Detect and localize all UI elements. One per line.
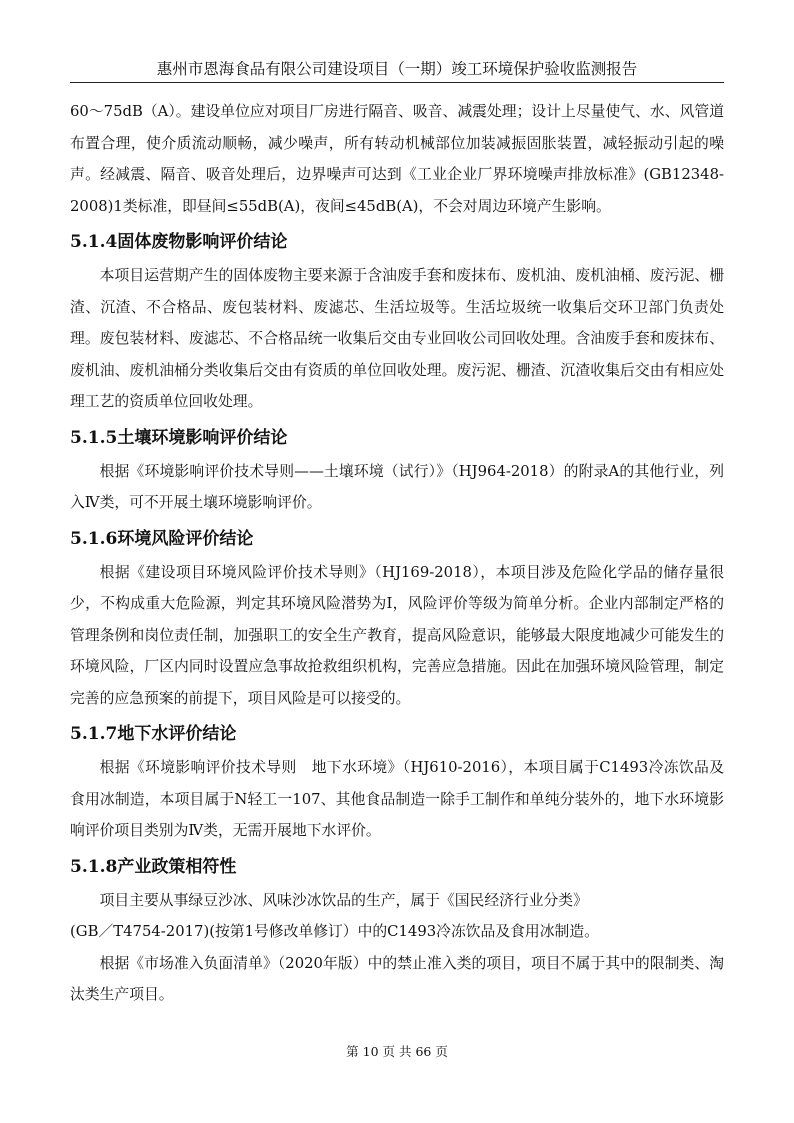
paragraph-industry-policy-2: (GB／T4754-2017)(按第1号修改单修订）中的C1493冷冻饮品及食用冰制造。 xyxy=(70,923,599,940)
paragraph-solid-waste: 本项目运营期产生的固体废物主要来源于含油废手套和废抹布、废机油、废机油桶、废污泥、栅渣、沉渣、不合格品、废包装材料、废滤芯、生活垃圾等。生活垃圾统一收集后交环卫部门负责处理。废包装材料、废滤芯、不合格品统一收集后交由专业回收公司回收处理。含油废手套和废抹布、废机油、废机油桶分类收集后交由有资质的单位回收处理。废污泥、栅渣、沉渣收集后交由有相应处理工艺的资质单位回收处理。 xyxy=(70,267,724,410)
heading-groundwater: 5.1.7地下水评价结论 xyxy=(70,724,237,744)
paragraph-industry-policy-3: 根据《市场准入负面清单》（2020年版）中的禁止准入类的项目，项目不属于其中的限制类、淘汰类生产项目。 xyxy=(70,954,724,1003)
paragraph-risk: 根据《建设项目环境风险评价技术导则》（HJ169-2018），本项目涉及危险化学品的储存量很少，不构成重大危险源，判定其环境风险潜势为Ⅰ，风险评价等级为简单分析。企业内部制定严格的管理条例和岗位责任制，加强职工的安全生产教育，提高风险意识，能够最大限度地减少可能发生的环境风险，厂区内同时设置应急事故抢救组织机构，完善应急措施。因此在加强环境风险管理，制定完善的应急预案的前提下，项目风险是可以接受的。 xyxy=(70,563,724,707)
heading-industry-policy: 5.1.8产业政策相符性 xyxy=(70,856,237,877)
paragraph-noise-conclusion: 60～75dB（A）。建设单位应对项目厂房进行隔音、吸音、减震处理；设计上尽量使气、水、风管道布置合理，使介质流动顺畅，减少噪声，所有转动机械部位加装减振固胀装置，减轻振动引起的噪声。经减震、隔音、吸音处理后，边界噪声可达到《工业企业厂界环境噪声排放标准》(GB12348-2008)1类标准，即昼间≤55dB(A)，夜间≤45dB(A)，不会对周边环境产生影响。 xyxy=(70,103,724,215)
paragraph-groundwater: 根据《环境影响评价技术导则 地下水环境》（HJ610-2016），本项目属于C1493冷冻饮品及食用冰制造，本项目属于N轻工一107、其他食品制造一除手工制作和单纯分装外的，地下水环境影响评价项目类别为Ⅳ类，无需开展地下水评价。 xyxy=(70,759,724,839)
heading-solid-waste: 5.1.4固体废物影响评价结论 xyxy=(70,232,288,252)
header-title: 惠州市恩海食品有限公司建设项目（一期）竣工环境保护验收监测报告 xyxy=(156,60,638,78)
report-body xyxy=(70,96,724,1011)
page-header xyxy=(70,58,724,83)
heading-soil: 5.1.5土壤环境影响评价结论 xyxy=(70,427,288,448)
heading-risk: 5.1.6环境风险评价结论 xyxy=(70,528,254,549)
paragraph-soil: 根据《环境影响评价技术导则——土壤环境（试行）》（HJ964-2018）的附录A的其他行业，列入Ⅳ类，可不开展土壤环境影响评价。 xyxy=(70,462,724,511)
page-number: 第 10 页 共 66 页 xyxy=(346,1044,448,1059)
page-footer xyxy=(0,1043,794,1061)
paragraph-industry-policy-1: 项目主要从事绿豆沙冰、风味沙冰饮品的生产，属于《国民经济行业分类》 xyxy=(99,891,588,909)
